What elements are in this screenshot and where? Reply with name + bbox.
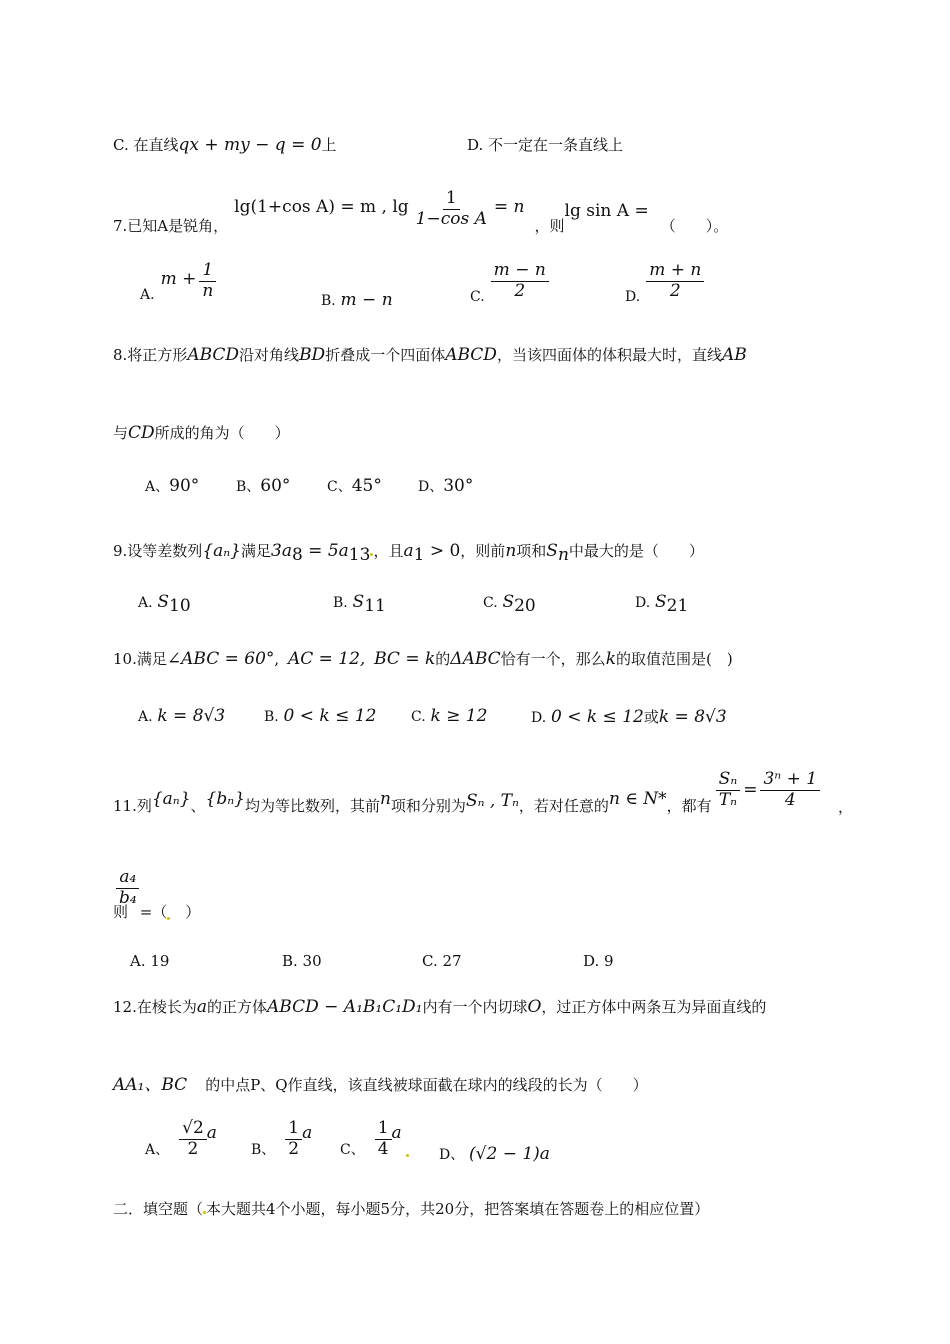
q12-stem-line2: AA₁、BC 的中点P、Q作直线，该直线被球面截在球内的线段的长为（ ）	[113, 1075, 648, 1095]
q9-stem: 9.设等差数列{aₙ}满足$3a_8 = 5a_{13}$ ，且$a_1 > 0$，则前n项和$S_n$中最大的是（ ）	[113, 541, 704, 565]
q10-option-d: D. 0 < k ≤ 12或k = 8√3	[531, 707, 727, 727]
q7-fraction: $\frac{1}{\text{1−cos A}}$	[415, 187, 487, 229]
q11-stem: 11.列 {aₙ} 、 {bₙ} 均为等比数列，其前 n 项和分别为 Sₙ , Tₙ ，若对任意的 n ∈ N* ，都有 $\frac{\text{Sₙ}}{\text{Tₙ}}$ = $\frac{\text{3ⁿ + 1}}{4}$	[113, 760, 820, 820]
q12-option-c: C、 $\frac{1}{4}$ a	[340, 1120, 409, 1159]
q11-option-c: C. 27	[422, 952, 462, 970]
q9-option-b: B. $S_{11}$	[333, 592, 386, 616]
q10-option-c: C. k ≥ 12	[411, 706, 488, 726]
q7-stem: 7.已知A是锐角， lg(1+cos A) = m , lg $\frac{1}{\text{1−cos A}}$ = n ，则 lg sin A = （ ）。	[113, 187, 729, 235]
q6-option-d: D. 不一定在一条直线上	[467, 136, 624, 154]
q12-stem-line1: 12.在棱长为a的正方体ABCD − A₁B₁C₁D₁内有一个内切球O，过正方体中两条互为异面直线的	[113, 997, 767, 1017]
q11-trailing-comma: ，	[838, 798, 854, 816]
q9-option-a: A. $S_{10}$	[138, 592, 191, 616]
q11-option-a: A. 19	[130, 952, 170, 970]
q12-option-b: B、 $\frac{1}{2}$ a	[251, 1118, 313, 1159]
q7-option-a: A. m + $\frac{1}{n}$	[140, 262, 216, 303]
q7-option-c: C. $\frac{m - n}{2}$	[470, 262, 549, 305]
q9-option-d: D. $S_{21}$	[635, 592, 689, 616]
q6-option-c: C. 在直线qx + my − q = 0上	[113, 135, 337, 155]
q7-option-b: B. m − n	[321, 290, 393, 310]
q11-option-b: B. 30	[282, 952, 322, 970]
q12-option-d: D、 (√2 − 1)a	[439, 1144, 550, 1164]
q8-stem-line1: 8.将正方形ABCD沿对角线BD折叠成一个四面体ABCD，当该四面体的体积最大时，直线AB	[113, 345, 747, 365]
q11-question: 则 $\frac{\text{a₄}}{\text{b₄}}$ =（ ）	[113, 867, 201, 921]
q8-option-b: B、60°	[236, 476, 291, 496]
section-2-heading: 二．填空题（ 本大题共4个小题，每小题5分，共20分，把答案填在答题卷上的相应位置）	[113, 1200, 710, 1218]
q7-option-d: D. $\frac{m + n}{2}$	[625, 262, 704, 305]
q11-option-d: D. 9	[583, 952, 614, 970]
q8-stem-line2: 与CD所成的角为（ ）	[113, 423, 290, 443]
q10-option-b: B. 0 < k ≤ 12	[264, 706, 377, 726]
q10-stem: 10.满足∠ABC = 60°, AC = 12, BC = k的ΔABC恰有一个，那么k的取值范围是( )	[113, 649, 733, 669]
q10-option-a: A. k = 8√3	[138, 706, 226, 726]
stray-dot	[406, 1154, 409, 1157]
q8-option-c: C、45°	[327, 476, 382, 496]
q6-line-equation: qx + my − q = 0	[178, 135, 322, 155]
q8-option-a: A、90°	[145, 476, 200, 496]
q12-option-a: A、 $\frac{√2}{2}$ a	[145, 1118, 217, 1159]
q8-option-d: D、30°	[418, 476, 474, 496]
q9-option-c: C. $S_{20}$	[483, 592, 536, 616]
